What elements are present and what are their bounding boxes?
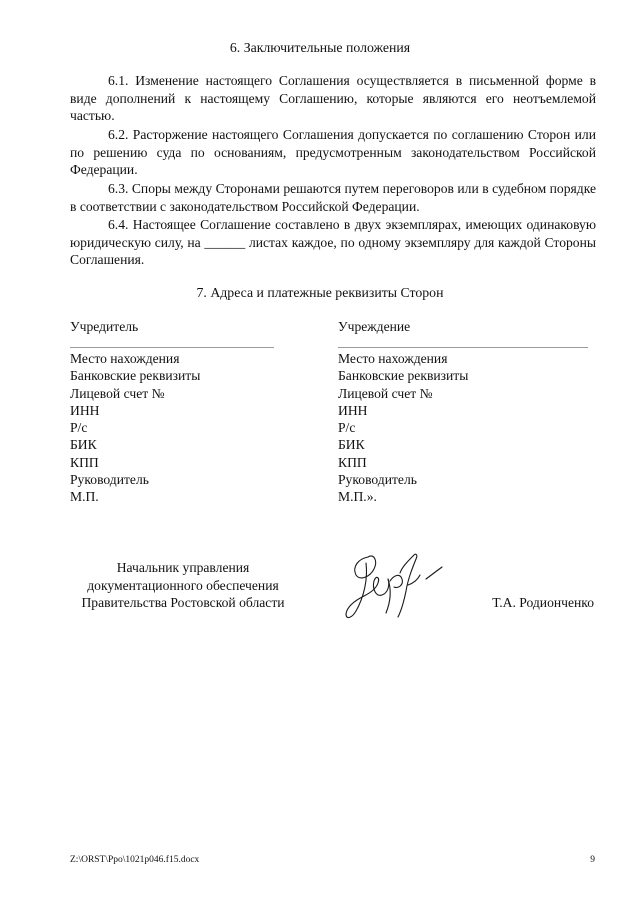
institution-heading: Учреждение — [338, 319, 411, 334]
requisite-field: М.П. — [70, 489, 99, 505]
requisite-field: КПП — [70, 454, 99, 470]
requisite-field: БИК — [338, 437, 365, 453]
page-number: 9 — [590, 855, 595, 865]
requisite-field: Банковские реквизиты — [70, 368, 201, 384]
paragraph-6-2: 6.2. Расторжение настоящего Соглашения допускается по соглашению Сторон или по решению суда по основаниям, предусмотренным законодательством Российской Федерации. — [70, 127, 596, 178]
requisite-field: Р/с — [338, 420, 356, 436]
section-7-title: 7. Адреса и платежные реквизиты Сторон — [196, 285, 444, 300]
signatory-position-line: документационного обеспечения — [87, 577, 279, 593]
founder-name-line — [70, 347, 274, 348]
signer-name: Т.А. Родионченко — [492, 595, 594, 610]
requisite-field: Руководитель — [70, 472, 149, 488]
requisite-field: Место нахождения — [338, 351, 448, 366]
section-6-title: 6. Заключительные положения — [229, 40, 411, 55]
handwritten-signature — [338, 545, 456, 625]
institution-name-line — [338, 347, 588, 348]
requisite-field: КПП — [338, 454, 367, 470]
paragraph-6-3: 6.3. Споры между Сторонами решаются путем переговоров или в судебном порядке в соответствии с законодательством Российской Федерации. — [70, 181, 596, 214]
paragraph-6-4: 6.4. Настоящее Соглашение составлено в двух экземплярах, имеющих одинаковую юридическую силу, на ______ листах каждое, по одному экземпляру для каждой Стороны Соглашения. — [70, 217, 596, 268]
signatory-position-line: Правительства Ростовской области — [81, 595, 285, 611]
institution-requisites-list — [338, 350, 468, 506]
requisite-field: М.П.». — [338, 489, 377, 505]
requisite-field: Лицевой счет № — [338, 385, 433, 401]
founder-heading: Учредитель — [70, 319, 139, 334]
requisite-field: Руководитель — [338, 472, 417, 488]
signatory-position — [70, 559, 296, 612]
requisite-field: ИНН — [70, 402, 100, 418]
requisite-field: БИК — [70, 437, 97, 453]
requisite-field: Р/с — [70, 420, 88, 436]
footer-file-path: Z:\ORST\Ppo\1021p046.f15.docx — [70, 855, 200, 865]
founder-requisites-list — [70, 350, 200, 506]
requisite-field: Банковские реквизиты — [338, 368, 469, 384]
paragraph-6-1: 6.1. Изменение настоящего Соглашения осуществляется в письменной форме в виде дополнений к настоящему Соглашению, которые являются его неотъемлемой частью. — [70, 73, 596, 124]
requisite-field: ИНН — [338, 402, 368, 418]
requisite-field: Лицевой счет № — [70, 385, 165, 401]
requisite-field: Место нахождения — [70, 351, 180, 366]
signatory-position-line: Начальник управления — [116, 560, 250, 575]
